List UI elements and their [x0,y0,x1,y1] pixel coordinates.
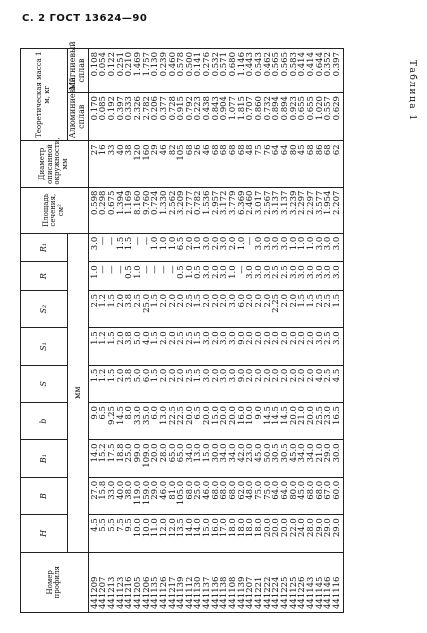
col-diameter: 27 16 33 40 38 120 160 29 46 82 105 68 26 46 68 68 68 68 48 75 76 64 64 80 45 68 86 68 62 [88,141,343,187]
col-header-s2: S₂ [21,290,68,327]
col-b-lower: 9.0 6.5 9.25 14.5 8.0 33.0 35.0 6.0 13.0 22.5 22.5 20.0 6.5 20.0 15.0 20.0 20.0 16.0 10.0 9.0 14.5 14.5 14.5 20.0 21.0 20.0 25.5 23.0 16.5 [88,403,343,440]
page-header: С. 2 ГОСТ 13624—90 [22,13,148,24]
col-header-b-upper: B [21,477,68,514]
col-header-s1: S₁ [21,328,68,365]
col-header-r1: R₁ [21,233,68,262]
col-b1: 14.0 15.2 17.5 18.8 25.0 99.0 109.0 20.0 28.0 65.0 65.0 34.0 13.0 15.0 30.0 34.0 34.0 42.0 23.0 45.0 50.0 30.5 30.5 45.0 34.0 34.0 21.0 29.0 30.0 [88,440,343,477]
col-header-profile: Номер профиля [21,552,89,612]
col-header-area: Площадь сечения, см² [21,187,89,233]
col-mass-aluminium: 0.170 0.085 0.192 0.397 0.333 2.326 2.782 0.206 0.377 0.728 0.915 0.792 0.223 0.438 0.843 0.904 1.077 1.815 0.707 0.860 0.732 0.894 0.894 0.923 0.655 0.655 1.020 0.557 0.629 [88,93,343,141]
col-header-h: H [21,515,68,552]
table-body-row [88,49,343,613]
table-body [88,49,343,613]
table-header-row [21,49,68,613]
col-header-magnesium: Магниевый сплав [68,49,89,93]
col-header-diameter: Диаметр описанной окружности, мм [21,141,89,187]
col-header-s: S [21,365,68,402]
col-s: 1.5 1.2 1.5 2.0 3.8 5.0 6.0 1.5 2.0 2.0 2.0 2.5 1.5 3.0 2.0 3.0 3.0 9.0 2.0 2.0 2.0 2.0 2.0 2.0 2.0 2.0 4.0 2.5 4.5 [88,365,343,402]
col-s2: 2.5 1.2 1.5 2.0 3.8 2.5 25.0 1.5 2.0 2.0 2.0 2.5 1.5 2.0 2.0 2.0 3.0 6.0 2.0 2.0 2.0 2.25 2.0 2.0 1.5 1.5 2.5 2.5 1.5 [88,290,343,327]
col-b-upper: 27.0 15.8 33.0 40.0 38.0 119.0 159.0 29.0 46.0 81.0 105.0 68.0 25.0 46.0 68.0 68.0 68.0 62.0 48.0 75.0 75.0 64.0 64.0 80.0 45.0 68.0 68.0 67.0 60.0 [88,477,343,514]
col-header-aluminium: Алюминиевый сплав [68,93,89,141]
col-header-b-lower: b [21,403,68,440]
col-header-r: R [21,262,68,291]
col-h: 4.5 5.5 5.5 7.5 9.5 10.0 10.0 11.0 12.0 12.0 13.5 14.0 14.0 15.0 16.0 17.0 18.0 18.0 18.0 18.0 20.0 20.0 20.0 22.0 24.0 28.0 29.0 29.0 29.0 [88,515,343,552]
units-label: мм [68,233,89,552]
col-header-mass-group: Теоретическая масса 1 м, кг [21,49,68,141]
table-rotator [20,41,405,613]
col-profile-number: 441209 441207 441213 441123 441216 441205 441206 441135 441126 441217 441139 441112 441130 441137 441136 441138 441108 441139 441207 441221 441222 441224 441225 441125 441226 441143 441145 441146 441116 [88,552,343,612]
profile-table [20,41,344,613]
col-area: 0.598 0.298 0.675 1.394 1.169 8.160 9.760 0.724 1.330 2.562 3.209 2.777 0.782 1.536 2.957 3.172 3.779 6.369 2.460 3.017 2.567 3.137 3.137 3.239 2.297 2.297 3.577 1.954 2.207 [88,187,343,233]
col-mass-magnesium: 0.108 0.054 0.122 0.251 0.210 1.469 1.757 0.130 0.239 0.460 0.578 0.500 0.141 0.276 0.532 0.571 0.680 1.146 0.443 0.543 0.462 0.565 0.565 0.583 0.414 0.414 0.644 0.352 0.397 [88,49,343,93]
table-caption: Таблица 1 [407,60,417,122]
col-header-b1: B₁ [21,440,68,477]
col-s1: 1.5 1.2 1.5 2.0 3.8 5.0 4.0 1.5 2.0 2.0 2.5 2.5 1.5 3.0 2.0 3.0 3.0 9.0 2.0 2.0 2.0 2.0 2.0 2.0 2.0 2.0 3.0 2.5 3.0 [88,328,343,365]
rotated-table-area [20,41,405,613]
table-units-row [68,49,89,613]
col-r: 1.0 — — — 0.5 1.0 — — — — 0.5 1.0 0.5 3.0 2.0 3.0 1.0 — 3.0 3.0 3.0 2.5 2.5 3.0 3.0 3.0 3.0 3.0 3.0 [88,262,343,291]
col-r1: 3.0 — — 1.5 1.5 — — 1.0 1.0 1.0 6.5 2.0 1.0 3.0 2.0 3.0 2.0 1.0 — 3.0 3.0 3.0 3.0 1.0 1.0 1.0 3.0 3.0 3.0 [88,233,343,262]
